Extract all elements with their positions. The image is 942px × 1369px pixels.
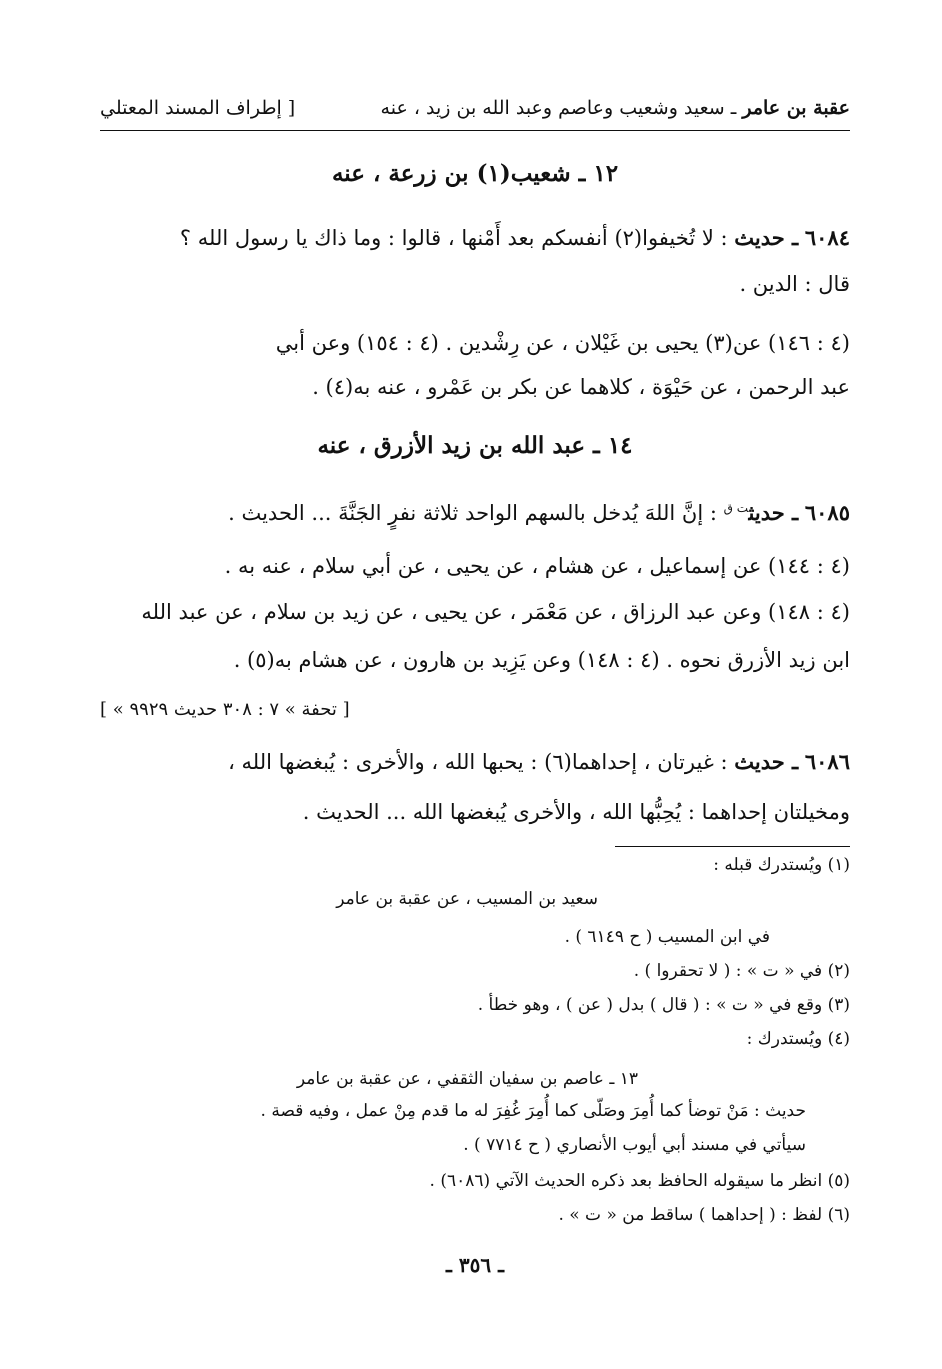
hadith-keyword: ـ حديث: [734, 749, 799, 774]
hadith-6085-line-3: (٤ : ١٤٨) وعن عبد الرزاق ، عن مَعْمَر ، عن يحيى ، عن زيد بن سلام ، عن عبد الله: [141, 600, 850, 624]
hadith-6085-line-1: [100, 490, 850, 531]
header-rule: [100, 130, 850, 131]
footnote-rule: [615, 846, 850, 847]
hadith-keyword: ـ حديث: [748, 500, 799, 525]
page: [100, 88, 850, 1328]
running-head-name: عقبة بن عامر: [742, 97, 850, 119]
hadith-number: ٦٠٨٥: [804, 500, 850, 525]
page-number: ـ ٣٥٦ ـ: [446, 1253, 504, 1277]
hadith-text: : إنَّ اللهَ يُدخل بالسهم الواحد ثلاثة نفرٍ الجَنَّةَ ... الحديث .: [228, 501, 717, 525]
footnote-4-ref: سيأتي في مسند أبي أيوب الأنصاري ( ح ٧٧١٤ ) .: [463, 1135, 806, 1155]
hadith-number: ٦٠٨٤: [804, 225, 850, 250]
running-head-chain: ـ سعيد وشعيب وعاصم وعبد الله بن زيد ، عنه: [380, 97, 743, 119]
hadith-number: ٦٠٨٦: [804, 749, 850, 774]
running-head-book: [ إطراف المسند المعتلي: [100, 97, 296, 119]
hadith-6085-line-2: (٤ : ١٤٤) عن إسماعيل ، عن هشام ، عن يحيى ، عن أبي سلام ، عنه به .: [224, 554, 850, 578]
footnote-6: (٦) لفظ : ( إحداهما ) ساقط من « ت » .: [558, 1205, 850, 1225]
section-title-12: ١٢ ـ شعيب(١) بن زرعة ، عنه: [331, 160, 619, 187]
hadith-6086-line-2: ومخيلتان إحداهما : يُحِبُّها الله ، والأخرى يُبغضها الله ... الحديث .: [302, 800, 850, 824]
hadith-sigla: ت ق: [723, 501, 749, 515]
hadith-6084-line-4: عبد الرحمن ، عن حَيْوَة ، كلاهما عن بكر بن عَمْرو ، عنه به(٤) .: [312, 375, 850, 399]
footnote-4-hadith: حديث : مَنْ توضأ كما أُمِرَ وصَلّى كما أُمِرَ غُفِرَ له ما قدم مِنْ عمل ، وفيه قصة .: [260, 1101, 806, 1121]
footnote-5: (٥) انظر ما سيقوله الحافظ بعد ذكره الحديث الآتي (٦٠٨٦) .: [429, 1171, 850, 1191]
tuhfa-reference: [ « تحفة » ٧ : ٣٠٨ حديث ٩٩٢٩ ]: [100, 699, 350, 720]
hadith-6084-line-3: (٤ : ١٤٦) عن(٣) يحيى بن غَيْلان ، عن رِشْدين . (٤ : ١٥٤) وعن أبي: [275, 331, 850, 355]
running-head: [100, 88, 850, 128]
footnote-2: (٢) في « ت » : ( لا تحقروا ) .: [633, 961, 850, 981]
footnote-4: (٤) ويُستدرك :: [746, 1029, 850, 1049]
hadith-6085-line-4: ابن زيد الأزرق نحوه . (٤ : ١٤٨) وعن يَزِيد بن هارون ، عن هشام به(٥) .: [233, 648, 850, 672]
hadith-6084-line-1: [100, 220, 850, 256]
footnote-1-title: سعيد بن المسيب ، عن عقبة بن عامر: [336, 889, 598, 909]
hadith-6086-line-1: [100, 744, 850, 780]
hadith-text: : غيرتان ، إحداهما(٦) : يحبها الله ، والأخرى : يُبغضها الله ،: [228, 750, 728, 774]
footnote-3: (٣) وقع في « ت » : ( قال ) بدل ( عن ) ، وهو خطأ .: [477, 995, 850, 1015]
footnote-1: (١) ويُستدرك قبله :: [713, 855, 850, 875]
hadith-6084-line-2: قال : الدين .: [739, 272, 850, 296]
footnote-4-title: ١٣ ـ عاصم بن سفيان الثقفي ، عن عقبة بن عامر: [296, 1069, 638, 1089]
section-title-14: ١٤ ـ عبد الله بن زيد الأزرق ، عنه: [317, 432, 633, 459]
hadith-text: : لا تُخيفوا(٢) أنفسكم بعد أَمْنها ، قالوا : وما ذاك يا رسول الله ؟: [179, 226, 728, 250]
hadith-keyword: ـ حديث: [734, 225, 799, 250]
footnote-1-ref: في ابن المسيب ( ح ٦١٤٩ ) .: [564, 927, 770, 947]
